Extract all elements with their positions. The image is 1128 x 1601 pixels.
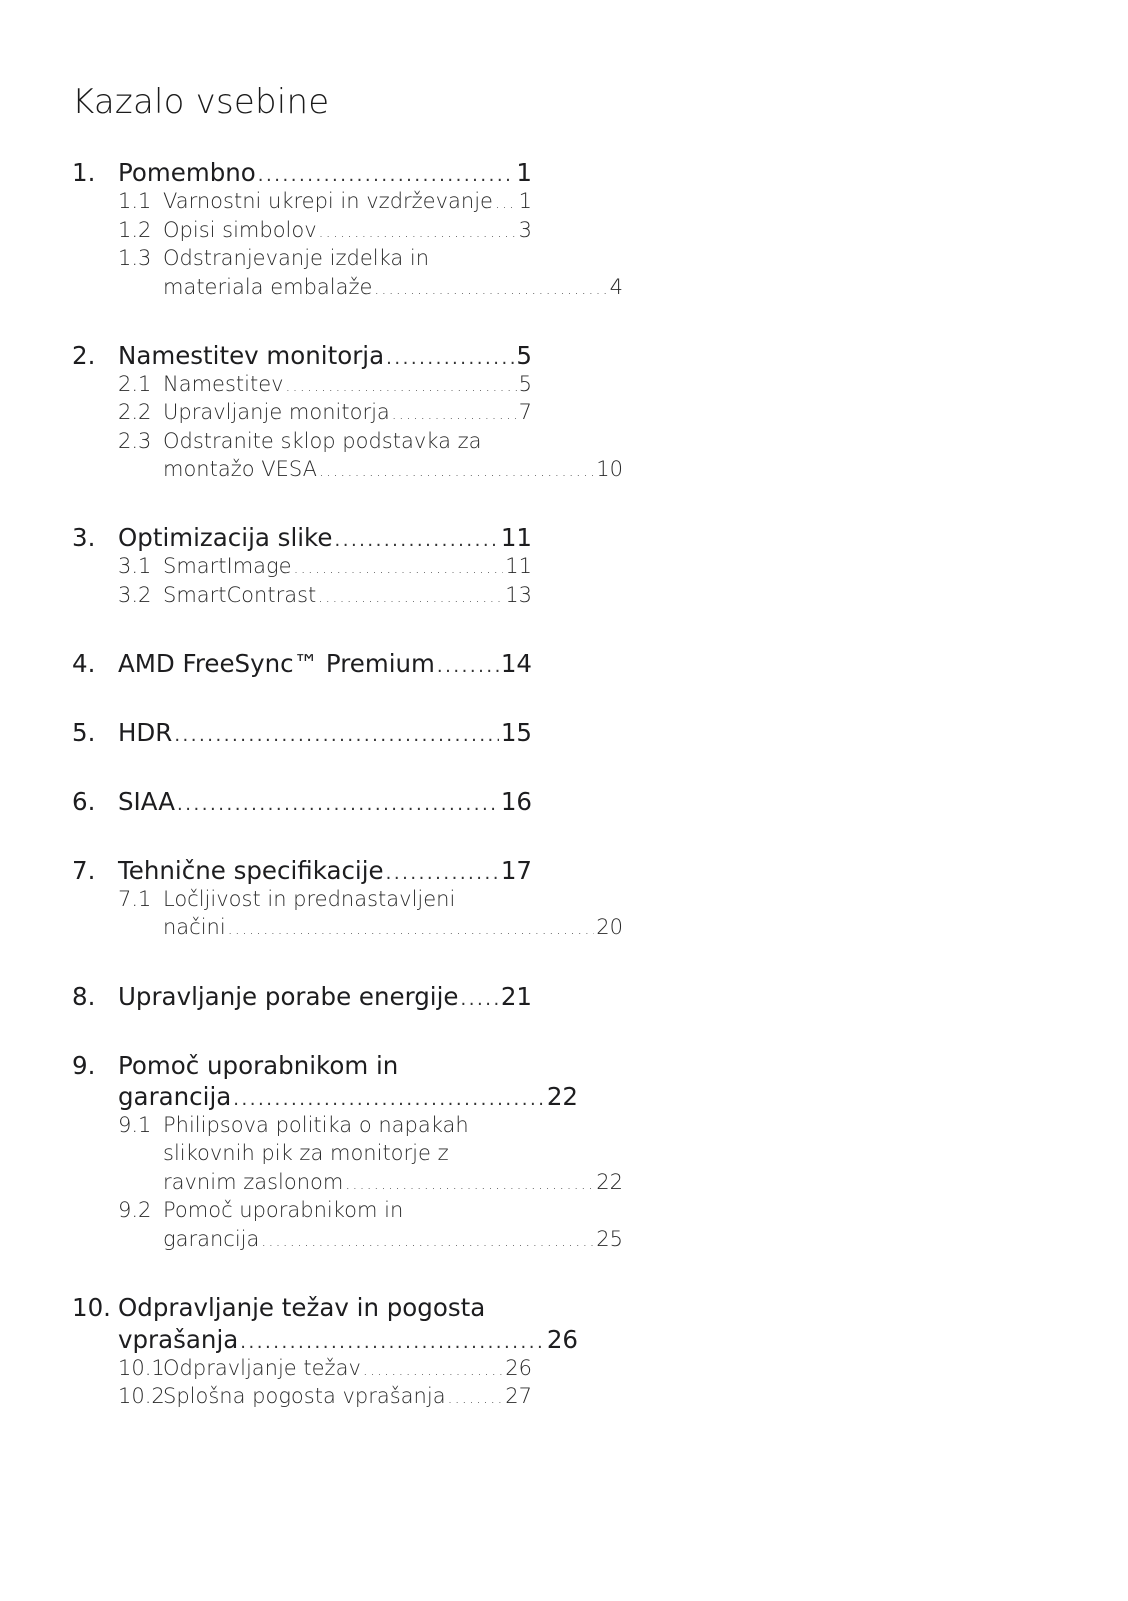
toc-entry [72,1293,532,1322]
dot-leader [258,158,515,187]
toc-entry-number: 1.3 [118,246,152,270]
dot-leader [240,1325,545,1354]
toc-entry-text: Tehnične specifikacije [118,856,384,885]
toc-entry-page: 4 [609,275,623,299]
toc-entry [72,1227,623,1251]
dot-leader [386,341,514,370]
toc-entry-number: 9. [72,1051,96,1080]
toc-entry-text: Philipsova politika o napakah [163,1113,469,1137]
toc-entry-text: slikovnih pik za monitorje z [163,1141,449,1165]
toc-entry [72,429,532,453]
toc-entry-number: 2.3 [118,429,152,453]
toc-entry-number: 7.1 [118,887,152,911]
toc-entry [72,218,532,242]
dot-leader [448,1384,504,1408]
toc-entry [72,275,623,299]
toc-entry-number: 3.1 [118,554,152,578]
toc-entry [72,649,532,678]
toc-entry-text: SmartContrast [163,583,317,607]
toc-entry [72,341,532,370]
toc-entry [72,915,623,939]
dot-leader [174,718,499,747]
toc-entry-text: Pomembno [118,158,256,187]
toc-entry-text: Upravljanje porabe energije [118,982,459,1011]
toc-entry [72,583,532,607]
dot-leader [461,982,499,1011]
toc-entry-number: 7. [72,856,96,885]
dot-leader [228,915,595,939]
dot-leader [363,1356,503,1380]
toc-entry-text: Namestitev monitorja [118,341,385,370]
toc-entry-page: 10 [596,457,623,481]
toc-entry-number: 3.2 [118,583,152,607]
toc-entry-text: SIAA [118,787,175,816]
toc-entry-number: 4. [72,649,96,678]
toc-entry-text: Odstranite sklop podstavka za [163,429,482,453]
toc-entry-number: 1. [72,158,96,187]
dot-leader [374,275,607,299]
dot-leader [386,856,499,885]
toc-entry-text: vprašanja [118,1325,239,1354]
toc-entry-page: 27 [505,1384,532,1408]
toc-entry [72,856,532,885]
toc-entry-page: 1 [518,189,532,213]
toc-entry [72,246,532,270]
page-title: Kazalo vsebine [72,82,330,122]
toc-entry-page: 7 [518,400,532,424]
toc-entry-text: garancija [163,1227,260,1251]
toc-entry [72,1384,532,1408]
toc-entry [72,1113,532,1137]
toc-entry-number: 10.2 [118,1384,165,1408]
dot-leader [318,583,503,607]
toc-entry-page: 25 [596,1227,623,1251]
toc-entry-page: 1 [516,158,532,187]
toc-entry-page: 15 [500,718,532,747]
toc-entry-text: materiala embalaže [163,275,373,299]
toc-entry-number: 1.2 [118,218,152,242]
toc-entry-number: 5. [72,718,96,747]
toc-entry-page: 3 [518,218,532,242]
dot-leader [345,1170,594,1194]
toc-entry [72,1051,532,1080]
dot-leader [286,372,517,396]
toc-entry-page: 5 [516,341,532,370]
toc-entry-text: Ločljivost in prednastavljeni [163,887,456,911]
toc-entry-text: garancija [118,1082,232,1111]
toc-entry-page: 26 [546,1325,578,1354]
toc-entry-text: SmartImage [163,554,292,578]
toc-entry-page: 11 [505,554,532,578]
toc-entry [72,372,532,396]
toc-entry-text: montažo VESA [163,457,317,481]
toc-entry [72,982,532,1011]
toc-entry [72,189,532,213]
toc-entry-text: Odpravljanje težav in pogosta [118,1293,486,1322]
toc-entry-page: 22 [596,1170,623,1194]
toc-entry [72,554,532,578]
toc-entry-text: načini [163,915,226,939]
dot-leader [294,554,504,578]
toc-entry [72,457,623,481]
dot-leader [392,400,517,424]
dot-leader [437,649,499,678]
toc-entry [72,1141,623,1165]
toc-entry-page: 16 [500,787,532,816]
toc-entry-number: 9.2 [118,1198,152,1222]
toc-entry-text: Odpravljanje težav [163,1356,361,1380]
toc-entry-number: 2.2 [118,400,152,424]
toc-entry-text: ravnim zaslonom [163,1170,344,1194]
toc-entry [72,718,532,747]
toc-entry [72,787,532,816]
toc-entry-text: AMD FreeSync™ Premium [118,649,435,678]
dot-leader [495,189,517,213]
toc-entry [72,1325,578,1354]
toc-entry-text: Pomoč uporabnikom in [118,1051,399,1080]
toc-entry [72,1356,532,1380]
toc-entry-page: 20 [596,915,623,939]
toc-entry [72,1198,532,1222]
toc-entry-page: 17 [500,856,532,885]
toc-entry-number: 10.1 [118,1356,165,1380]
toc-entry-number: 1.1 [118,189,152,213]
toc-entry [72,1170,623,1194]
toc-entry-number: 8. [72,982,96,1011]
toc-entry [72,400,532,424]
toc-entry-text: Upravljanje monitorja [163,400,390,424]
toc-entry-text: Odstranjevanje izdelka in [163,246,430,270]
toc-entry-number: 9.1 [118,1113,152,1137]
toc-entry-text: Varnostni ukrepi in vzdrževanje [163,189,493,213]
toc-entry-text: Pomoč uporabnikom in [163,1198,404,1222]
toc-entry-text: Namestitev [163,372,284,396]
dot-leader [233,1082,545,1111]
dot-leader [334,523,498,552]
dot-leader [319,457,594,481]
toc-entry-text: HDR [118,718,173,747]
dot-leader [319,218,517,242]
toc-entry-text: Splošna pogosta vprašanja [163,1384,446,1408]
toc-entry-page: 13 [505,583,532,607]
toc-entry-page: 21 [500,982,532,1011]
toc-entry-number: 3. [72,523,96,552]
toc-entry-page: 11 [500,523,532,552]
dot-leader [261,1227,594,1251]
toc-entry-text: Opisi simbolov [163,218,317,242]
toc-entry [72,523,532,552]
toc-entry-text: Optimizacija slike [118,523,333,552]
toc-entry [72,158,532,187]
toc-entry-number: 6. [72,787,96,816]
toc-entry-number: 2. [72,341,96,370]
dot-leader [177,787,499,816]
toc-entry-number: 10. [72,1293,111,1322]
toc-entry-page: 14 [500,649,532,678]
toc-entry-page: 26 [505,1356,532,1380]
toc-entry [72,1082,578,1111]
toc-entry-page: 5 [518,372,532,396]
toc-entry-number: 2.1 [118,372,152,396]
toc-entry-page: 22 [546,1082,578,1111]
toc-entry [72,887,532,911]
